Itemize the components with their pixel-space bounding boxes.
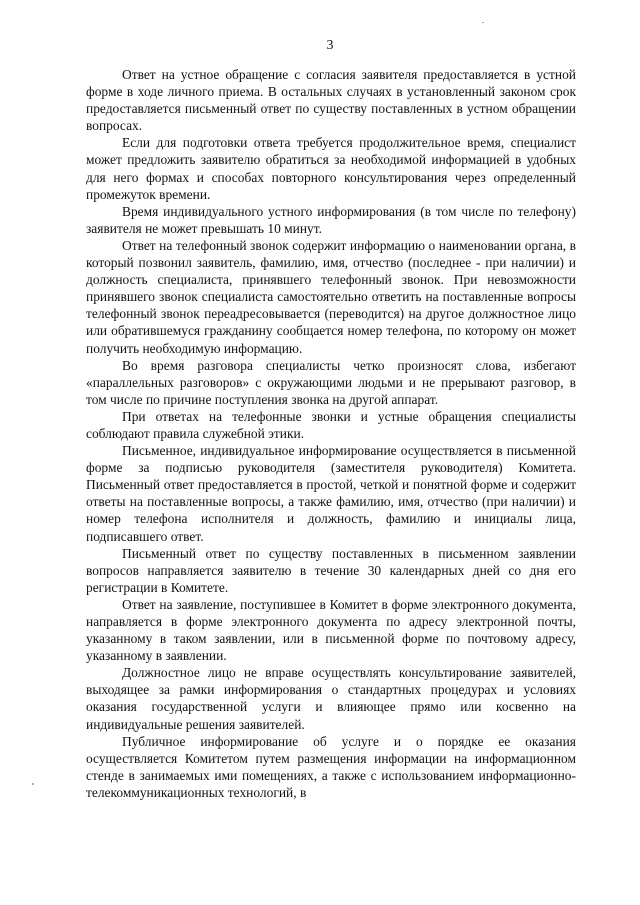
paragraph-4: Ответ на телефонный звонок содержит информацию о наименовании органа, в который позвонил заявитель, фамилию, имя, отчество (последнее - при наличии) и должность специалиста, принявшего телефонный звонок. При невозможности принявшего звонок специалиста самостоятельно ответить на поставленные вопросы телефонный звонок переадресовывается (переводится) на другое должностное лицо или обратившемуся гражданину сообщается номер телефона, по которому он может получить необходимую информацию. xyxy=(86,237,576,356)
paragraph-8: Письменный ответ по существу поставленных в письменном заявлении вопросов направляется заявителю в течение 30 календарных дней со дня его регистрации в Комитете. xyxy=(86,545,576,595)
body-text xyxy=(86,66,576,801)
paragraph-6: При ответах на телефонные звонки и устные обращения специалисты соблюдают правила служебной этики. xyxy=(86,408,576,441)
paragraph-3: Время индивидуального устного информирования (в том числе по телефону) заявителя не может превышать 10 минут. xyxy=(86,203,576,236)
paragraph-2: Если для подготовки ответа требуется продолжительное время, специалист может предложить заявителю обратиться за необходимой информацией в удобных для него формах и способах повторного консультирования через определенный промежуток времени. xyxy=(86,135,576,202)
paragraph-10: Должностное лицо не вправе осуществлять консультирование заявителей, выходящее за рамки информирования о стандартных процедурах и условиях оказания государственной услуги и влияющее прямо или косвенно на индивидуальные решения заявителей. xyxy=(86,665,576,732)
scan-speck xyxy=(482,22,484,23)
paragraph-7: Письменное, индивидуальное информирование осуществляется в письменной форме за подписью руководителя (заместителя руководителя) Комитета. Письменный ответ предоставляется в простой, четкой и понятной форме и содержит ответы на поставленные вопросы, а также фамилию, имя, отчество (при наличии) и номер телефона исполнителя и должность, фамилию и инициалы лица, подписавшего ответ. xyxy=(86,443,576,544)
paragraph-9: Ответ на заявление, поступившее в Комитет в форме электронного документа, направляется в форме электронного документа по адресу электронной почты, указанному в таком заявлении, или в письменной форме по почтовому адресу, указанному в заявлении. xyxy=(86,596,576,664)
paragraph-11: Публичное информирование об услуге и о порядке ее оказания осуществляется Комитетом путем размещения информации на информационном стенде в занимаемых ими помещениях, а также с использованием информационно-телекоммуникационных технологий, в xyxy=(86,733,576,800)
scan-speck xyxy=(32,783,34,785)
paragraph-5: Во время разговора специалисты четко произносят слова, избегают «параллельных разговоров» с окружающими людьми и не прерывают разговор, в том числе по причине поступления звонка на другой аппарат. xyxy=(86,357,576,407)
page-number: 3 xyxy=(326,38,334,53)
paragraph-1: Ответ на устное обращение с согласия заявителя предоставляется в устной форме в ходе личного приема. В остальных случаях в установленный законом срок предоставляется письменный ответ по существу поставленных в устном обращении вопросах. xyxy=(86,67,576,134)
